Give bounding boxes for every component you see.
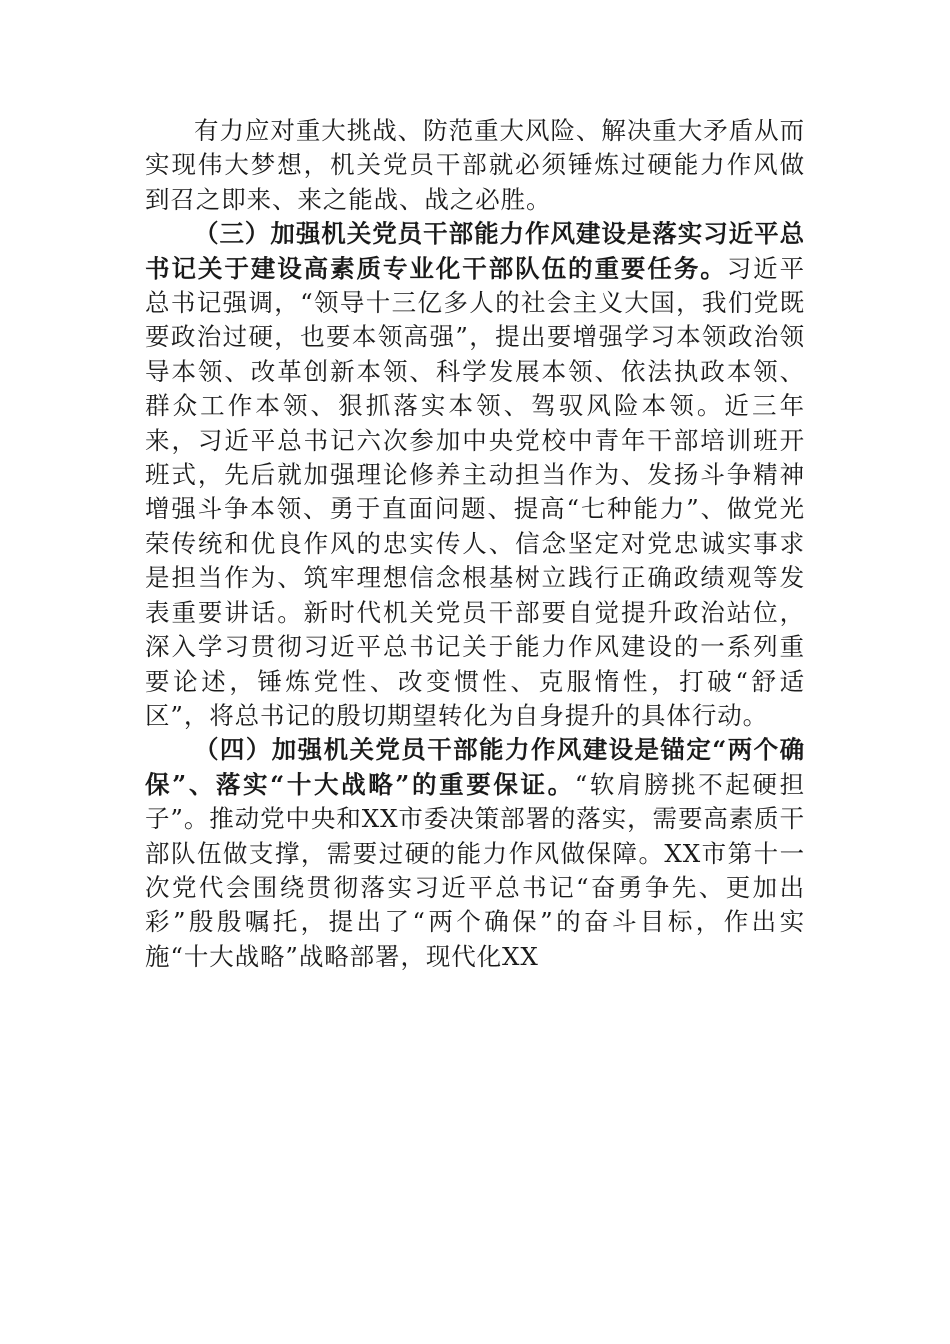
paragraph-3-heading: （四）加强机关党员干部能力作风建设是锚定“两个确保”、落实“十大战略”的重要保证。 <box>145 735 805 799</box>
paragraph-3-text: “软肩膀挑不起硬担子”。推动党中央和XX市委决策部署的落实，需要高素质干部队伍做支撑，需要过硬的能力作风做保障。XX市第十一次党代会围绕贯彻落实习近平总书记“奋勇争先、更加出彩”殷殷嘱托，提出了“两个确保”的奋斗目标，作出实施“十大战略”战略部署，现代化XX <box>145 769 806 971</box>
paragraph-3 <box>145 733 805 974</box>
document-body <box>145 114 805 974</box>
paragraph-2-text: 习近平总书记强调，“领导十三亿多人的社会主义大国，我们党既要政治过硬，也要本领高强”，提出要增强学习本领政治领导本领、改革创新本领、科学发展本领、依法执政本领、群众工作本领、狠抓落实本领、驾驭风险本领。近三年来，习近平总书记六次参加中央党校中青年干部培训班开班式，先后就加强理论修养主动担当作为、发扬斗争精神增强斗争本领、勇于直面问题、提高“七种能力”、做党光荣传统和优良作风的忠实传人、信念坚定对党忠诚实事求是担当作为、筑牢理想信念根基树立践行正确政绩观等发表重要讲话。新时代机关党员干部要自觉提升政治站位，深入学习贯彻习近平总书记关于能力作风建设的一系列重要论述，锤炼党性、改变惯性、克服惰性，打破“舒适区”，将总书记的殷切期望转化为自身提升的具体行动。 <box>145 253 805 730</box>
paragraph-2 <box>145 217 805 733</box>
paragraph-1-text: 有力应对重大挑战、防范重大风险、解决重大矛盾从而实现伟大梦想，机关党员干部就必须锤炼过硬能力作风做到召之即来、来之能战、战之必胜。 <box>145 116 805 214</box>
paragraph-1 <box>145 114 805 217</box>
paragraph-2-heading: （三）加强机关党员干部能力作风建设是落实习近平总书记关于建设高素质专业化干部队伍的重要任务。 <box>145 219 805 283</box>
